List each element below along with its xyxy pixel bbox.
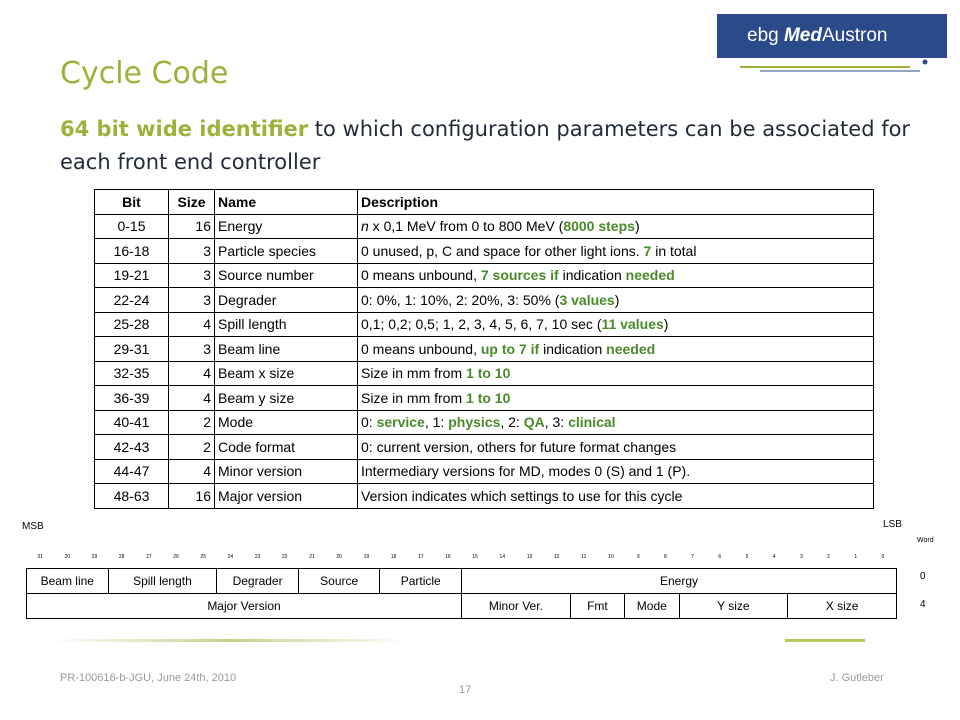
word4-row xyxy=(27,593,897,618)
table-header-row xyxy=(95,190,874,215)
bit-number: 27 xyxy=(135,546,162,568)
cell-name: Beam y size xyxy=(215,386,358,411)
bit-number: 20 xyxy=(326,546,353,568)
description-segment: , 2: xyxy=(500,414,524,431)
cell-bit: 32-35 xyxy=(95,361,169,386)
bit-field: Major Version xyxy=(27,593,462,618)
description-segment: indication xyxy=(539,340,607,357)
table-row xyxy=(95,361,874,386)
cycle-code-table xyxy=(94,189,874,509)
logo-italic: Med xyxy=(783,25,822,46)
logo-prefix: ebg xyxy=(747,25,784,46)
bit-number: 10 xyxy=(597,546,624,568)
cell-size: 4 xyxy=(169,386,215,411)
bit-field: Particle xyxy=(380,568,462,593)
table-row xyxy=(95,263,874,288)
table-row xyxy=(95,214,874,239)
cell-description xyxy=(358,410,874,435)
description-segment: 0 means unbound, xyxy=(361,267,481,284)
cell-bit: 25-28 xyxy=(95,312,169,337)
bit-number-row xyxy=(27,546,897,568)
bit-number: 13 xyxy=(516,546,543,568)
bit-field: Beam line xyxy=(27,568,109,593)
bit-number: 15 xyxy=(462,546,489,568)
cell-bit: 44-47 xyxy=(95,459,169,484)
msb-label: MSB xyxy=(22,521,44,532)
bit-number: 29 xyxy=(81,546,108,568)
cell-description xyxy=(358,239,874,264)
cell-description xyxy=(358,484,874,509)
cell-size: 3 xyxy=(169,288,215,313)
bit-field: Spill length xyxy=(108,568,217,593)
word0-row xyxy=(27,568,897,593)
table-row xyxy=(95,484,874,509)
description-segment: 0 unused, p, C and space for other light ions. xyxy=(361,242,644,259)
cell-name: Major version xyxy=(215,484,358,509)
description-segment: , 3: xyxy=(544,414,569,431)
word-offset-0: 0 xyxy=(920,571,926,582)
cell-name: Beam x size xyxy=(215,361,358,386)
bit-number: 20 xyxy=(54,546,81,568)
bit-number: 0 xyxy=(869,546,896,568)
bit-number: 28 xyxy=(108,546,135,568)
cell-description xyxy=(358,263,874,288)
description-segment: Size in mm from xyxy=(361,389,467,406)
table-row xyxy=(95,410,874,435)
bit-field: Mode xyxy=(625,593,679,618)
description-segment: in total xyxy=(651,242,697,259)
table-row xyxy=(95,239,874,264)
cell-name: Spill length xyxy=(215,312,358,337)
description-segment: n xyxy=(361,218,369,235)
bit-number: 21 xyxy=(298,546,325,568)
bit-field: Energy xyxy=(462,568,897,593)
cell-size: 2 xyxy=(169,410,215,435)
cell-description xyxy=(358,459,874,484)
logo-suffix: Austron xyxy=(821,25,888,46)
cell-size: 16 xyxy=(169,484,215,509)
bit-number: 7 xyxy=(679,546,706,568)
bit-field: Source xyxy=(298,568,380,593)
description-segment: 0,1; 0,2; 0,5; 1, 2, 3, 4, 5, 6, 7, 10 sec ( xyxy=(361,316,602,333)
word-offset-4: 4 xyxy=(920,599,926,610)
logo-decor-lines-icon xyxy=(740,64,940,74)
description-segment: 0: 0%, 1: 10%, 2: 20%, 3: 50% ( xyxy=(361,291,560,308)
description-segment: 1 to 10 xyxy=(466,365,511,382)
cell-size: 4 xyxy=(169,361,215,386)
footer-author: J. Gutleber xyxy=(830,672,884,684)
table-row xyxy=(95,459,874,484)
bit-number: 24 xyxy=(217,546,244,568)
description-segment: QA xyxy=(523,414,545,431)
cell-name: Degrader xyxy=(215,288,358,313)
footer-decor-lines-icon xyxy=(50,636,910,646)
description-segment: up to 7 if xyxy=(480,340,540,357)
page-number: 17 xyxy=(459,684,472,696)
description-segment: ) xyxy=(614,291,620,308)
header-size: Size xyxy=(169,190,215,215)
bit-number: 9 xyxy=(625,546,652,568)
description-segment: 8000 steps xyxy=(563,218,635,235)
description-segment: Size in mm from xyxy=(361,365,467,382)
bit-number: 3 xyxy=(788,546,815,568)
cell-size: 4 xyxy=(169,312,215,337)
cell-bit: 42-43 xyxy=(95,435,169,460)
table-row xyxy=(95,288,874,313)
cell-name: Particle species xyxy=(215,239,358,264)
table-row xyxy=(95,337,874,362)
bit-number: 2 xyxy=(815,546,842,568)
description-segment: 7 sources if xyxy=(480,267,559,284)
bit-field: Y size xyxy=(679,593,788,618)
cell-size: 16 xyxy=(169,214,215,239)
table-row xyxy=(95,435,874,460)
header-bit: Bit xyxy=(95,190,169,215)
description-segment: indication xyxy=(558,267,626,284)
description-segment: 0: xyxy=(361,414,377,431)
bit-layout-diagram xyxy=(26,546,897,619)
bit-number: 6 xyxy=(706,546,733,568)
bit-number: 14 xyxy=(489,546,516,568)
cell-bit: 36-39 xyxy=(95,386,169,411)
bit-field: Degrader xyxy=(217,568,299,593)
header-description: Description xyxy=(358,190,874,215)
bit-field: X size xyxy=(788,593,897,618)
cell-name: Source number xyxy=(215,263,358,288)
header-name: Name xyxy=(215,190,358,215)
cell-description xyxy=(358,312,874,337)
table-body xyxy=(95,214,874,508)
cell-size: 3 xyxy=(169,337,215,362)
description-segment: service xyxy=(376,414,425,431)
bit-number: 31 xyxy=(27,546,54,568)
footer-reference: PR-100616-b-JGU, June 24th, 2010 xyxy=(60,672,237,684)
lsb-label: LSB xyxy=(883,519,902,530)
cell-description xyxy=(358,337,874,362)
description-segment: physics xyxy=(448,414,501,431)
cell-bit: 19-21 xyxy=(95,263,169,288)
description-segment: ) xyxy=(634,218,640,235)
cell-description xyxy=(358,361,874,386)
bit-number: 4 xyxy=(761,546,788,568)
cell-size: 3 xyxy=(169,263,215,288)
cell-name: Code format xyxy=(215,435,358,460)
cell-size: 3 xyxy=(169,239,215,264)
cell-bit: 16-18 xyxy=(95,239,169,264)
cell-size: 4 xyxy=(169,459,215,484)
description-segment: 3 values xyxy=(559,291,615,308)
bit-number: 11 xyxy=(570,546,597,568)
subtitle-highlight: 64 bit wide identifier xyxy=(60,117,309,141)
bit-number: 26 xyxy=(162,546,189,568)
description-segment: , 1: xyxy=(424,414,449,431)
cell-description xyxy=(358,435,874,460)
cell-bit: 48-63 xyxy=(95,484,169,509)
cell-size: 2 xyxy=(169,435,215,460)
subtitle-rest: to which configuration parameters can be associated for each front end controller xyxy=(60,117,911,174)
bit-number: 1 xyxy=(842,546,869,568)
bit-field: Fmt xyxy=(570,593,624,618)
cell-bit: 40-41 xyxy=(95,410,169,435)
cell-name: Mode xyxy=(215,410,358,435)
description-segment: 0: current version, others for future format changes xyxy=(361,438,677,455)
bit-number: 8 xyxy=(652,546,679,568)
cell-bit: 0-15 xyxy=(95,214,169,239)
description-segment: needed xyxy=(625,267,675,284)
cell-name: Energy xyxy=(215,214,358,239)
bit-number: 22 xyxy=(271,546,298,568)
cell-bit: 29-31 xyxy=(95,337,169,362)
description-segment: x 0,1 MeV from 0 to 800 MeV ( xyxy=(368,218,564,235)
bit-field: Minor Ver. xyxy=(462,593,571,618)
cell-bit: 22-24 xyxy=(95,288,169,313)
bit-number: 18 xyxy=(380,546,407,568)
page-title: Cycle Code xyxy=(60,56,229,91)
cell-description xyxy=(358,386,874,411)
description-segment: Intermediary versions for MD, modes 0 (S) and 1 (P). xyxy=(361,463,691,480)
description-segment: clinical xyxy=(568,414,616,431)
description-segment: Version indicates which settings to use for this cycle xyxy=(361,487,683,504)
bit-number: 5 xyxy=(733,546,760,568)
bit-number: 23 xyxy=(244,546,271,568)
description-segment: needed xyxy=(606,340,656,357)
cell-name: Beam line xyxy=(215,337,358,362)
cell-description xyxy=(358,288,874,313)
table-row xyxy=(95,386,874,411)
bit-number: 17 xyxy=(407,546,434,568)
bit-number: 19 xyxy=(353,546,380,568)
logo-dots-icon xyxy=(911,30,951,90)
description-segment: 0 means unbound, xyxy=(361,340,481,357)
bit-number: 25 xyxy=(190,546,217,568)
cell-name: Minor version xyxy=(215,459,358,484)
description-segment: 7 xyxy=(643,242,652,259)
logo-text xyxy=(747,25,887,47)
description-segment: ) xyxy=(663,316,669,333)
description-segment: 11 values xyxy=(601,316,664,333)
bit-number: 12 xyxy=(543,546,570,568)
description-segment: 1 to 10 xyxy=(466,389,511,406)
page-subtitle xyxy=(60,113,940,179)
word-label: Word xyxy=(917,537,934,544)
bit-number: 16 xyxy=(434,546,461,568)
cell-description xyxy=(358,214,874,239)
table-row xyxy=(95,312,874,337)
